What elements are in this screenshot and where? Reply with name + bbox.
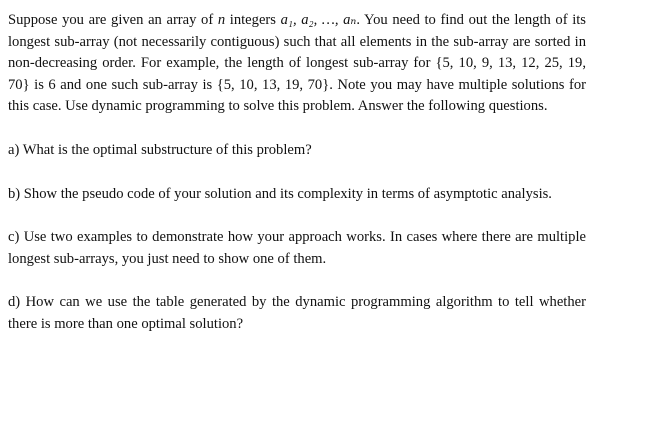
problem-text-part-2: integers (225, 12, 281, 28)
document-page (8, 10, 586, 358)
problem-text-part-3: . You need to find out the length of its longest sub-array (not necessarily contiguous) such that all elements in the sub-array are sorted in non-decreasing order. For example, the length of longest sub-array for {5, 10, 9, 13, 12, 25, 19, 70} is 6 and one such sub-array is {5, 10, 13, 19, 70}. Note you may have multiple solutions for this case. Use dynamic programming to solve this problem. Answer the following questions. (8, 12, 586, 115)
sequence-notation: a₁, a₂, …, aₙ (280, 12, 357, 28)
problem-text-part-1: Suppose you are given an array of (8, 12, 218, 28)
question-a: a) What is the optimal substructure of this problem? (8, 141, 312, 158)
question-d: d) How can we use the table generated by the dynamic programming algorithm to tell whether there is more than one optimal solution? (8, 294, 586, 332)
n-variable: n (217, 12, 226, 28)
problem-statement (8, 10, 586, 118)
question-c: c) Use two examples to demonstrate how your approach works. In cases where there are multiple longest sub-arrays, you just need to show one of them. (8, 229, 586, 267)
question-b: b) Show the pseudo code of your solution and its complexity in terms of asymptotic analysis. (8, 185, 552, 202)
